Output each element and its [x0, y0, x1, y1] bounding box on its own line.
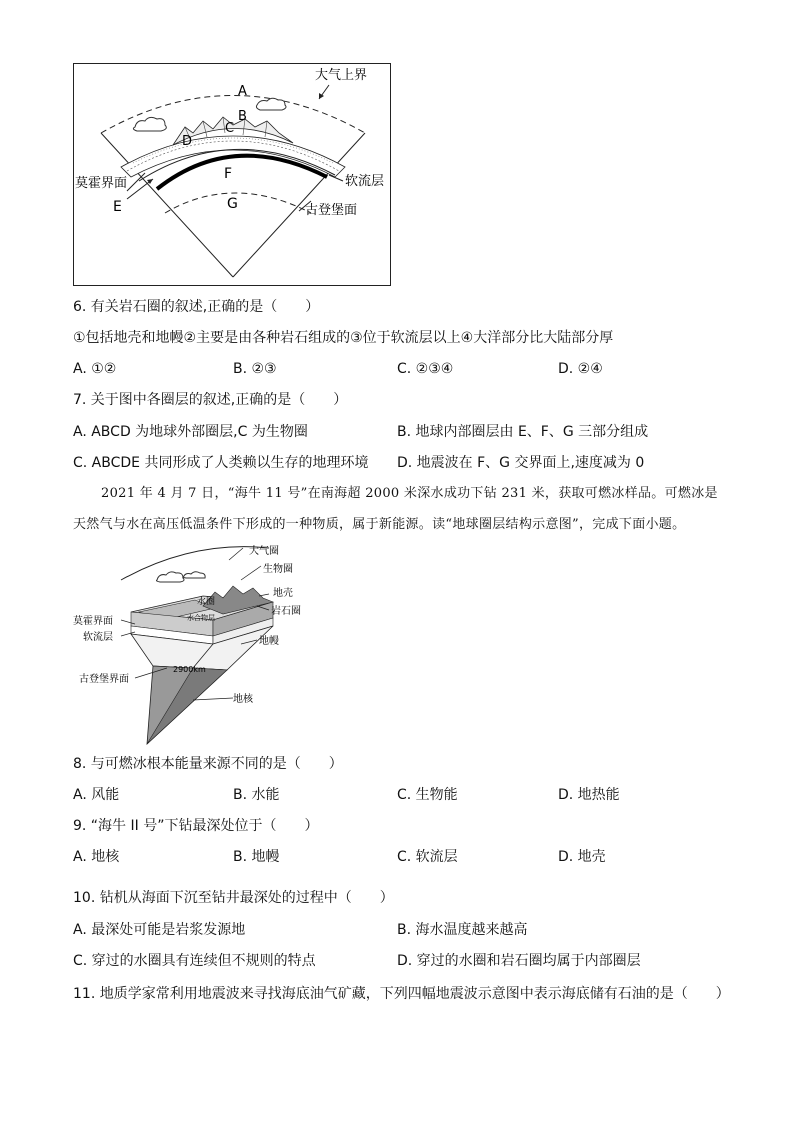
question-10-option-c[interactable]: C. 穿过的水圈具有连续但不规则的特点	[73, 953, 316, 969]
question-7-stem: 7. 关于图中各圈层的叙述,正确的是（ ）	[73, 392, 348, 408]
question-7-option-b[interactable]: B. 地球内部圈层由 E、F、G 三部分组成	[397, 424, 649, 440]
question-8-option-a[interactable]: A. 风能	[73, 787, 120, 803]
question-6-statements: ①包括地壳和地幔②主要是由各种岩石组成的③位于软流层以上④大洋部分比大陆部分厚	[73, 330, 614, 346]
question-7-option-c[interactable]: C. ABCDE 共同形成了人类赖以生存的地理环境	[73, 455, 369, 471]
question-10-option-b[interactable]: B. 海水温度越来越高	[397, 922, 528, 938]
question-9-option-b[interactable]: B. 地幔	[233, 849, 280, 865]
question-9-option-a[interactable]: A. 地核	[73, 849, 120, 865]
cloud-icon	[156, 572, 205, 582]
earth-sphere-structure-diagram	[73, 540, 343, 745]
question-6-option-b[interactable]: B. ②③	[233, 361, 277, 377]
label-G: G	[227, 196, 238, 212]
label-core: 地核	[233, 694, 253, 705]
question-8-option-d[interactable]: D. 地热能	[558, 787, 620, 803]
label-F: F	[224, 166, 233, 182]
label-atmosphere-upper: 大气上界	[315, 68, 368, 83]
question-6-option-a[interactable]: A. ①②	[73, 361, 117, 377]
label-crust: 地壳	[273, 588, 293, 599]
question-8-option-b[interactable]: B. 水能	[233, 787, 280, 803]
reading-passage: 2021 年 4 月 7 日，“海牛 11 号”在南海超 2000 米深水成功下钻 231 米，获取可燃冰样品。可燃冰是天然气与水在高压低温条件下形成的一种物质，属于新能源。读“地球圈层结构示意图”，完成下面小题。	[73, 486, 718, 532]
question-9-option-c[interactable]: C. 软流层	[397, 849, 458, 865]
earth-layers-diagram	[73, 63, 393, 287]
question-6-option-c[interactable]: C. ②③④	[397, 361, 454, 377]
label-E: E	[113, 199, 122, 215]
label-depth: 2900km	[173, 665, 206, 674]
question-10-option-a[interactable]: A. 最深处可能是岩浆发源地	[73, 922, 246, 938]
label-asthenosphere-layer: 软流层	[83, 632, 113, 643]
label-C: C	[225, 121, 235, 136]
question-7-option-a[interactable]: A. ABCD 为地球外部圈层,C 为生物圈	[73, 424, 308, 440]
question-6-option-d[interactable]: D. ②④	[558, 361, 603, 377]
question-10-stem: 10. 钻机从海面下沉至钻井最深处的过程中（ ）	[73, 890, 394, 906]
label-mantle: 地幔	[259, 636, 279, 647]
label-A: A	[238, 84, 247, 99]
label-gutenberg: 古登堡面	[305, 203, 358, 218]
label-D: D	[182, 134, 193, 149]
label-biosphere: 生物圈	[263, 564, 293, 575]
question-9-stem: 9. “海牛 II 号”下钻最深处位于（ ）	[73, 818, 319, 834]
label-atmosphere: 大气圈	[249, 546, 279, 557]
label-B: B	[238, 109, 247, 124]
question-8-option-c[interactable]: C. 生物能	[397, 787, 458, 803]
label-hydrate-layer: 水合物层	[187, 614, 215, 622]
label-moho-boundary: 莫霍界面	[73, 616, 113, 627]
label-asthenosphere: 软流层	[345, 174, 385, 189]
question-11-stem: 11. 地质学家常利用地震波来寻找海底油气矿藏，下列四幅地震波示意图中表示海底储有石油的是（ ）	[73, 986, 730, 1002]
label-lithosphere: 岩石圈	[271, 606, 301, 617]
label-hydrosphere: 水圈	[197, 597, 216, 607]
question-7-option-d[interactable]: D. 地震波在 F、G 交界面上,速度减为 0	[397, 455, 645, 471]
question-9-option-d[interactable]: D. 地壳	[558, 849, 606, 865]
question-6-stem: 6. 有关岩石圈的叙述,正确的是（ ）	[73, 299, 320, 315]
question-8-stem: 8. 与可燃冰根本能量来源不同的是（ ）	[73, 756, 343, 772]
label-moho: 莫霍界面	[75, 176, 128, 191]
question-10-option-d[interactable]: D. 穿过的水圈和岩石圈均属于内部圈层	[397, 953, 641, 969]
label-gutenberg-boundary: 古登堡界面	[79, 674, 129, 685]
